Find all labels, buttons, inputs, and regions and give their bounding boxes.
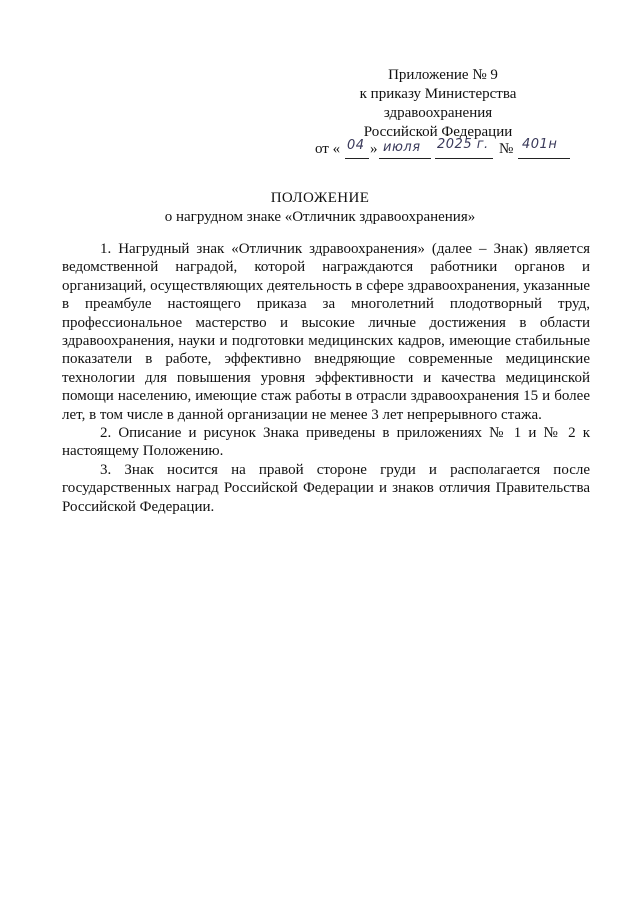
date-prefix: от « <box>315 141 341 157</box>
paragraph-2: 2. Описание и рисунок Знака приведены в приложениях № 1 и № 2 к настоящему Положению. <box>62 425 590 460</box>
annex-country: Российской Федерации <box>363 124 513 140</box>
annex-ministry: здравоохранения <box>383 105 493 121</box>
order-date-line <box>315 137 585 165</box>
annex-order-ref: к приказу Министерства <box>359 86 517 102</box>
paragraph-3: 3. Знак носится на правой стороне груди и располагается после государственных наград Российской Федерации и знаков отличия Правительства Российской Федерации. <box>62 461 590 515</box>
date-close-quote: » <box>370 141 378 157</box>
document-subtitle: о нагрудном знаке «Отличник здравоохранения» <box>164 209 476 225</box>
number-underline <box>518 158 570 159</box>
document-body <box>62 240 590 516</box>
handwritten-month: июля <box>383 140 421 155</box>
month-underline <box>379 158 431 159</box>
number-sign: № <box>499 141 514 157</box>
annex-number: Приложение № 9 <box>388 67 498 83</box>
handwritten-number: 401н <box>522 137 558 152</box>
annex-header <box>300 66 568 142</box>
day-underline <box>345 158 369 159</box>
document-title: ПОЛОЖЕНИЕ <box>270 190 370 206</box>
paragraph-1: 1. Нагрудный знак «Отличник здравоохранения» (далее – Знак) является ведомственной наградой, которой награждаются работники органов и организаций, осуществляющих деятельность в сфере здравоохранения, указанные в преамбуле настоящего приказа за многолетний плодотворный труд, профессиональное мастерство и высокие личные достижения в области здравоохранения, науки и подготовки медицинских кадров, имеющие стабильные показатели в работе, эффективно внедряющие современные медицинские технологии для повышения уровня эффективности и качества медицинской помощи населению, имеющие стаж работы в отрасли здравоохранения 15 и более лет, в том числе в данной организации не менее 3 лет непрерывного стажа. <box>62 241 590 423</box>
year-underline <box>435 158 493 159</box>
handwritten-day: 04 <box>347 138 365 153</box>
handwritten-year: 2025 г. <box>437 137 489 152</box>
